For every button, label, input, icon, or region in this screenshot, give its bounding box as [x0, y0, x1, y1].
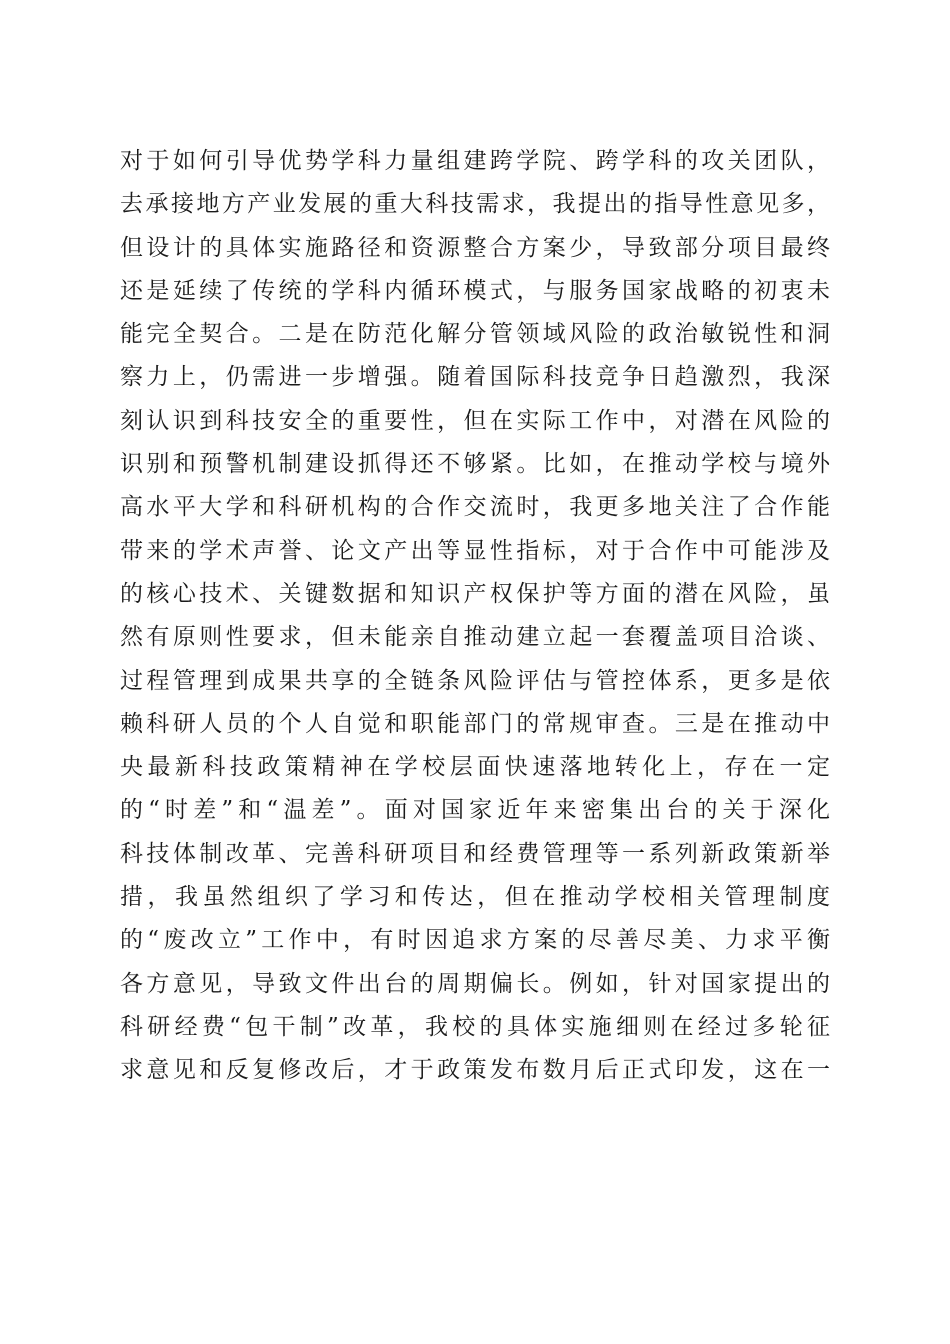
text-line: 的核心技术、关键数据和知识产权保护等方面的潜在风险，虽 — [120, 580, 830, 607]
text-line: 的“废改立”工作中，有时因追求方案的尽善尽美、力求平衡 — [120, 927, 830, 954]
text-line: 科研经费“包干制”改革，我校的具体实施细则在经过多轮征 — [120, 1013, 830, 1040]
text-line: 去承接地方产业发展的重大科技需求，我提出的指导性意见多， — [120, 191, 830, 218]
text-line: 但设计的具体实施路径和资源整合方案少，导致部分项目最终 — [120, 234, 830, 261]
text-line: 科技体制改革、完善科研项目和经费管理等一系列新政策新举 — [120, 840, 830, 867]
text-line: 各方意见，导致文件出台的周期偏长。例如，针对国家提出的 — [120, 970, 830, 997]
text-line: 刻认识到科技安全的重要性，但在实际工作中，对潜在风险的 — [120, 407, 830, 434]
text-line: 带来的学术声誉、论文产出等显性指标，对于合作中可能涉及 — [120, 537, 830, 564]
text-line: 过程管理到成果共享的全链条风险评估与管控体系，更多是依 — [120, 667, 830, 694]
text-line: 能完全契合。二是在防范化解分管领域风险的政治敏锐性和洞 — [120, 321, 830, 348]
body-paragraph — [120, 140, 830, 1093]
text-line: 高水平大学和科研机构的合作交流时，我更多地关注了合作能 — [120, 494, 830, 521]
text-line: 然有原则性要求，但未能亲自推动建立起一套覆盖项目洽谈、 — [120, 624, 830, 651]
text-line: 求意见和反复修改后，才于政策发布数月后正式印发，这在一 — [120, 1057, 830, 1084]
text-line: 对于如何引导优势学科力量组建跨学院、跨学科的攻关团队， — [120, 148, 830, 174]
text-line: 察力上，仍需进一步增强。随着国际科技竞争日趋激烈，我深 — [120, 364, 830, 391]
text-line: 还是延续了传统的学科内循环模式，与服务国家战略的初衷未 — [120, 277, 830, 304]
text-line: 措，我虽然组织了学习和传达，但在推动学校相关管理制度 — [120, 884, 830, 911]
text-line: 识别和预警机制建设抓得还不够紧。比如，在推动学校与境外 — [120, 451, 830, 478]
text-line: 央最新科技政策精神在学校层面快速落地转化上，存在一定 — [120, 754, 830, 781]
text-line: 赖科研人员的个人自觉和职能部门的常规审查。三是在推动中 — [120, 710, 830, 737]
text-line: 的“时差”和“温差”。面对国家近年来密集出台的关于深化 — [120, 797, 830, 824]
